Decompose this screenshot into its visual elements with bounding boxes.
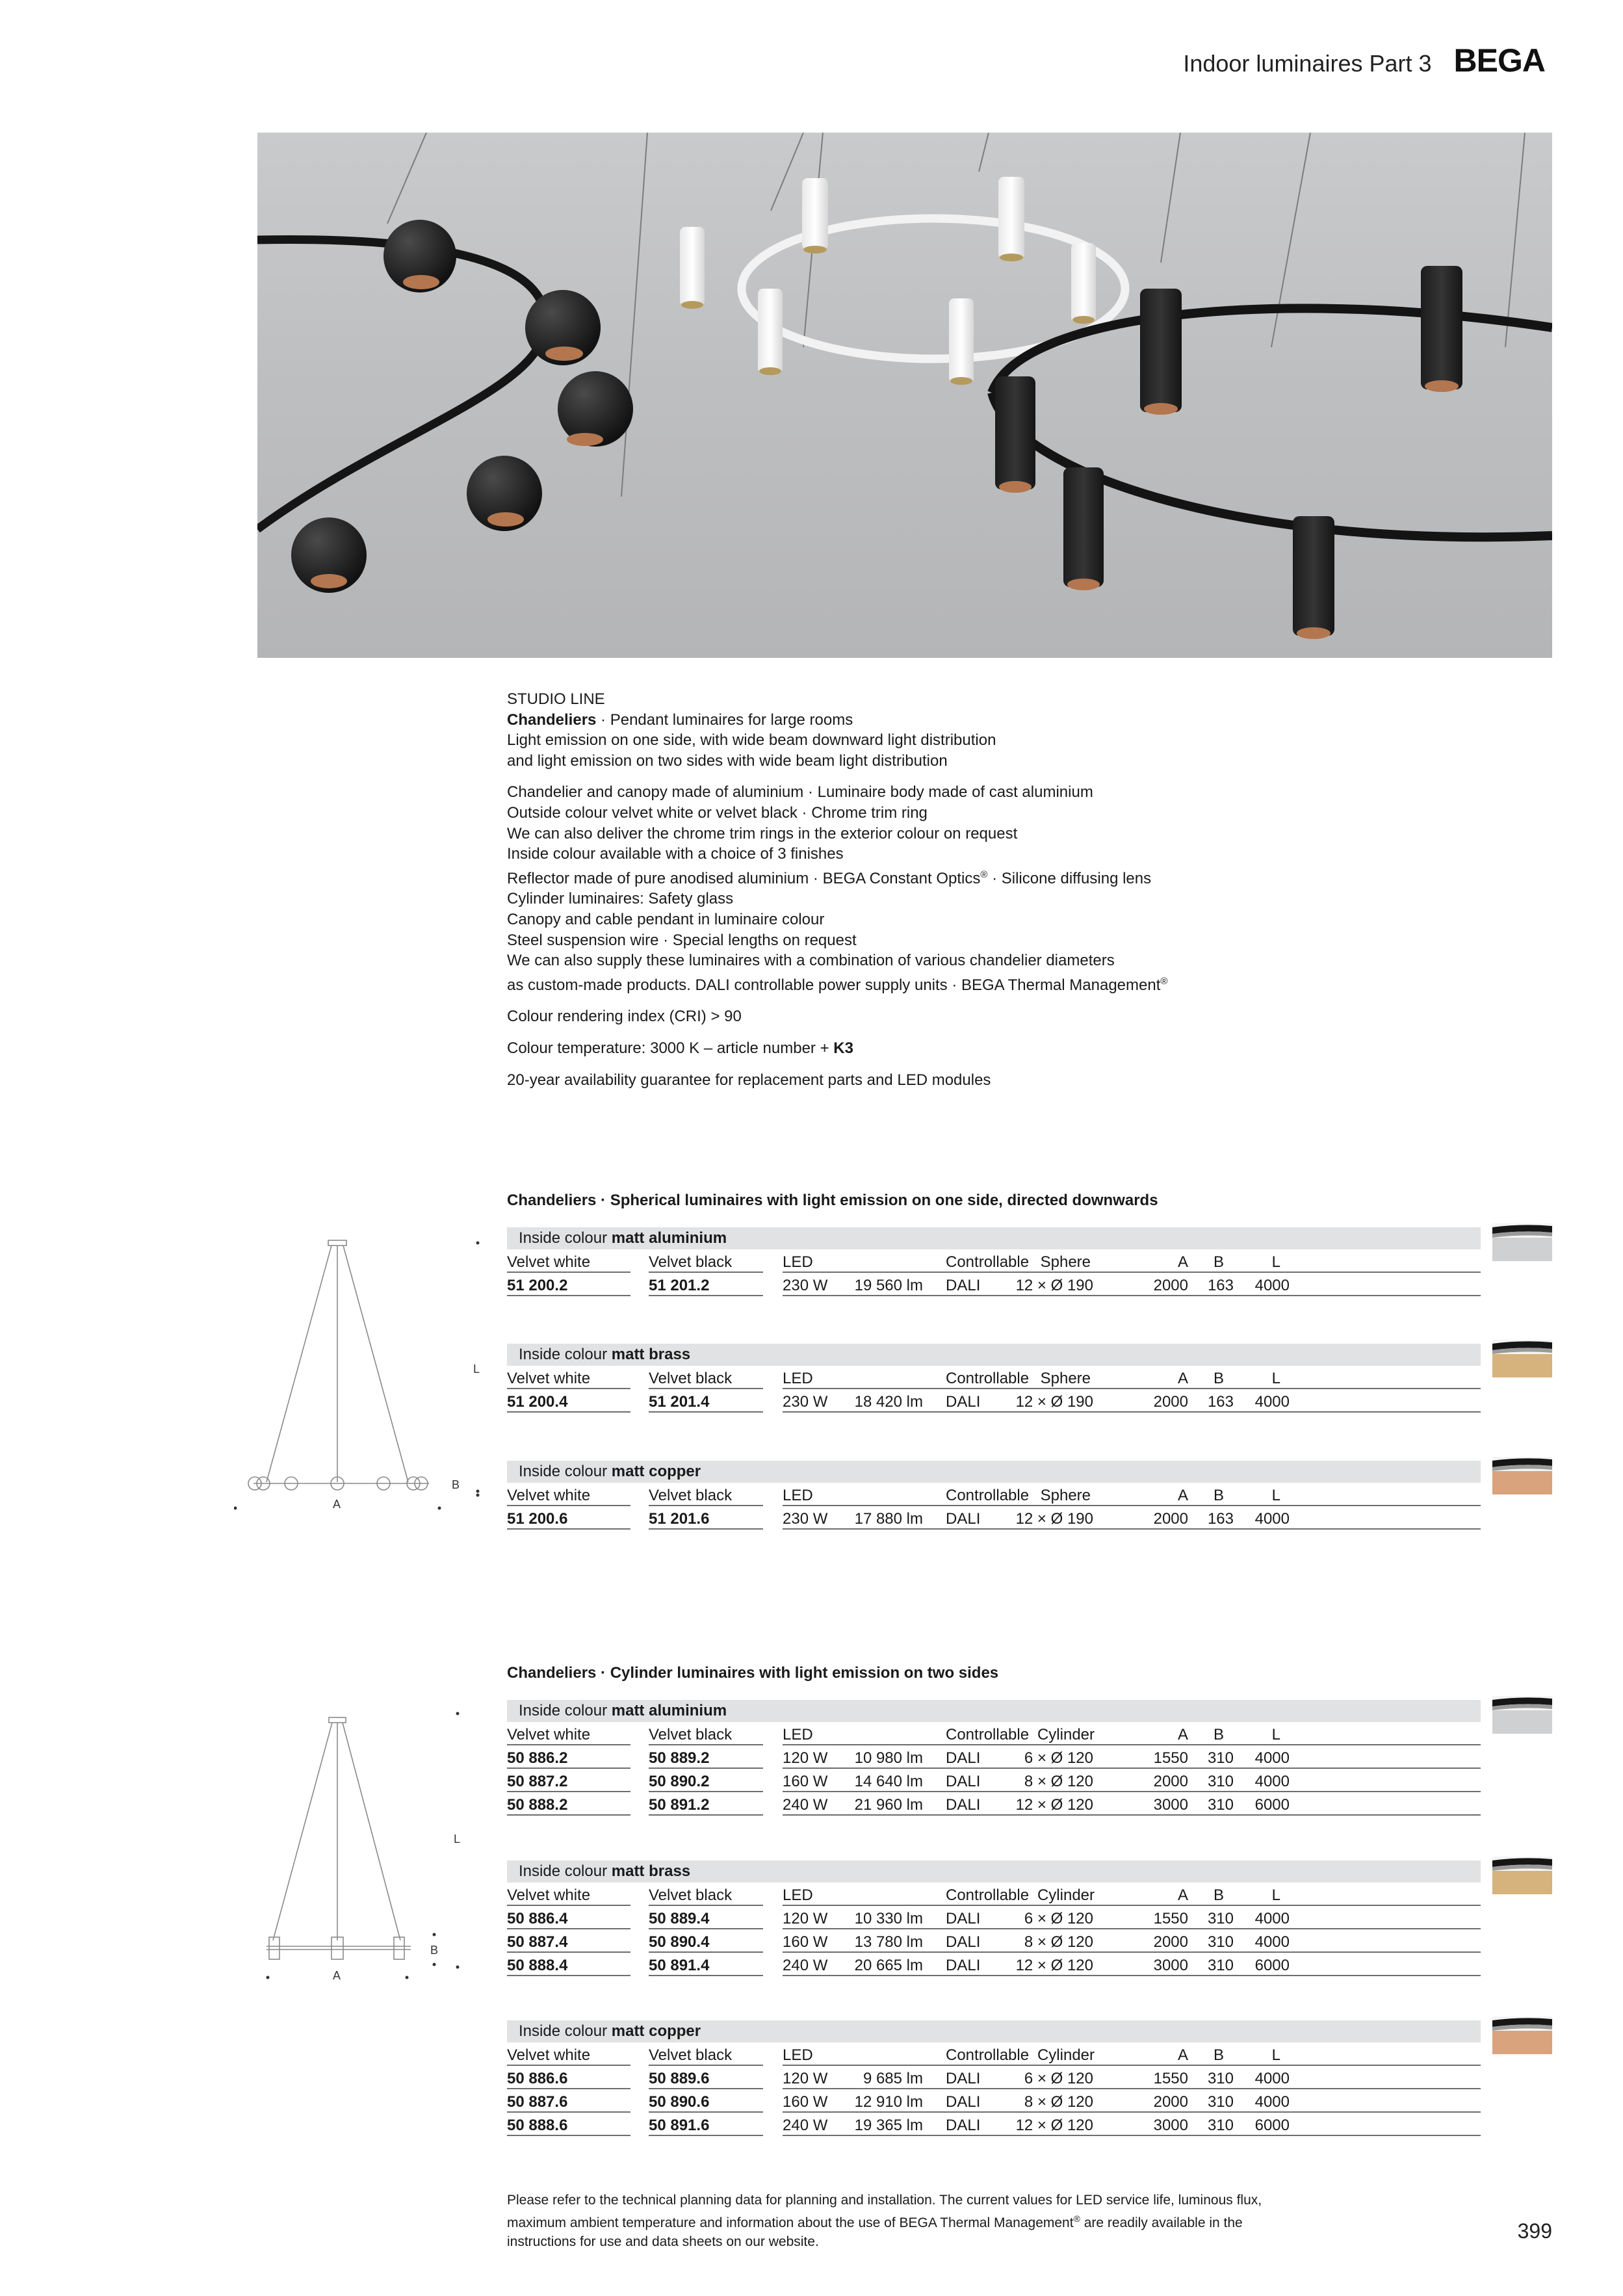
luminaire-size: 8 × Ø 120 (1024, 2093, 1093, 2111)
dimension-b: 310 (1207, 1796, 1234, 1814)
dimension-a: 2000 (1153, 1773, 1188, 1790)
article-velvet-black: 50 889.6 (649, 2070, 710, 2087)
dimension-l: 4000 (1254, 1277, 1290, 1294)
dimension-l: 4000 (1254, 1910, 1290, 1927)
row-rule (507, 1295, 630, 1296)
dimension-b: 310 (1207, 1749, 1234, 1767)
table-row (507, 2066, 1481, 2089)
table-row (507, 1769, 1481, 1792)
finish-table-matt-aluminium (507, 1700, 1481, 1816)
luminous-flux: 13 780 lm (854, 1933, 923, 1951)
finish-band: Inside colour matt aluminium (507, 1227, 1481, 1249)
finish-table-matt-aluminium (507, 1227, 1481, 1296)
row-rule (507, 1975, 630, 1976)
col-header-velvet-white: Velvet white (507, 1253, 591, 1271)
col-header-velvet-white: Velvet white (507, 1726, 591, 1743)
col-header-controllable: Controllable (946, 1886, 1030, 1904)
controllable: DALI (946, 1749, 981, 1767)
finish-table-matt-copper (507, 2020, 1481, 2136)
luminous-flux: 19 560 lm (854, 1277, 923, 1294)
table-row (507, 1792, 1481, 1816)
luminous-flux: 18 420 lm (854, 1393, 923, 1411)
row-rule (783, 1528, 1481, 1530)
luminous-flux: 9 685 lm (863, 2070, 923, 2087)
article-velvet-white: 50 887.6 (507, 2093, 568, 2111)
luminaire-size: 12 × Ø 190 (1015, 1393, 1093, 1411)
spec-line-thermal: as custom-made products. DALI controllable power supply units · BEGA Thermal Management® (507, 975, 1168, 994)
controllable: DALI (946, 1393, 981, 1411)
col-header-controllable: Controllable (946, 1370, 1030, 1387)
dimension-a: 1550 (1153, 2070, 1188, 2087)
finish-name: matt copper (611, 2022, 701, 2040)
finish-swatch (1492, 2016, 1552, 2054)
dimension-l: 4000 (1254, 1773, 1290, 1790)
table-header-row (507, 1249, 1481, 1273)
desc-line: Light emission on one side, with wide beam downward light distribution (507, 731, 996, 750)
dimension-a: 2000 (1153, 2093, 1188, 2111)
luminaire-size: 6 × Ø 120 (1024, 2070, 1093, 2087)
finish-table-matt-copper (507, 1461, 1481, 1530)
finish-name: matt aluminium (611, 1702, 727, 1719)
dimension-label-l: L (454, 1833, 461, 1846)
table-row (507, 2089, 1481, 2113)
luminous-flux: 10 980 lm (854, 1749, 923, 1767)
dimension-b: 310 (1207, 1910, 1234, 1927)
row-rule (507, 1814, 630, 1816)
col-header-a: A (1177, 2046, 1188, 2064)
finish-band: Inside colour matt copper (507, 1461, 1481, 1483)
luminous-flux: 10 330 lm (854, 1910, 923, 1927)
col-header-a: A (1177, 1726, 1188, 1743)
col-header-sphere: Sphere (1040, 1370, 1091, 1387)
dimension-l: 4000 (1254, 1393, 1290, 1411)
finish-band: Inside colour matt brass (507, 1860, 1481, 1883)
luminaire-size: 12 × Ø 190 (1015, 1277, 1093, 1294)
footnote: Please refer to the technical planning data for planning and installation. The current values for LED service life, luminous flux, maximum ambient temperature and information about the use of BEGA Thermal Management® are readily available in the instructions for use and data sheets on our website. (507, 2193, 1262, 2249)
dimension-label-l: L (473, 1363, 480, 1376)
colour-temperature-note: Colour temperature: 3000 K – article number + K3 (507, 1039, 853, 1057)
controllable: DALI (946, 1933, 981, 1951)
dimension-a: 3000 (1153, 1957, 1188, 1974)
row-rule (649, 1411, 763, 1413)
table-header-row (507, 1483, 1481, 1506)
dimension-a: 1550 (1153, 1910, 1188, 1927)
col-header-b: B (1213, 1370, 1224, 1387)
table-header-row (507, 1883, 1481, 1906)
dimension-l: 4000 (1254, 1933, 1290, 1951)
col-header-l: L (1271, 2046, 1280, 2064)
dimension-a: 3000 (1153, 2117, 1188, 2134)
led-wattage: 120 W (783, 2070, 828, 2087)
luminaire-size: 8 × Ø 120 (1024, 1933, 1093, 1951)
table-row (507, 1389, 1481, 1413)
article-velvet-black: 50 890.6 (649, 2093, 710, 2111)
finish-swatch (1492, 1457, 1552, 1494)
article-velvet-black: 50 890.2 (649, 1773, 710, 1790)
led-wattage: 160 W (783, 2093, 828, 2111)
article-velvet-black: 50 891.6 (649, 2117, 710, 2134)
table-row (507, 1273, 1481, 1296)
row-rule (649, 1295, 763, 1296)
col-header-a: A (1177, 1487, 1188, 1504)
article-velvet-white: 51 200.2 (507, 1277, 568, 1294)
col-header-velvet-white: Velvet white (507, 1886, 591, 1904)
dimension-label-a: A (333, 1498, 341, 1511)
col-header-l: L (1271, 1886, 1280, 1904)
article-velvet-black: 50 890.4 (649, 1933, 710, 1951)
article-velvet-white: 50 886.2 (507, 1749, 568, 1767)
luminaire-size: 12 × Ø 120 (1015, 2117, 1093, 2134)
controllable: DALI (946, 1957, 981, 1974)
led-wattage: 160 W (783, 1773, 828, 1790)
article-velvet-white: 50 888.6 (507, 2117, 568, 2134)
controllable: DALI (946, 1796, 981, 1814)
section-title-spherical: Chandeliers · Spherical luminaires with light emission on one side, directed downwards (507, 1192, 1158, 1209)
spec-line: Outside colour velvet white or velvet black · Chrome trim ring (507, 803, 928, 822)
dimension-l: 4000 (1254, 2070, 1290, 2087)
controllable: DALI (946, 1773, 981, 1790)
brand-logo: BEGA (1453, 42, 1545, 79)
article-velvet-white: 50 887.2 (507, 1773, 568, 1790)
table-row (507, 2113, 1481, 2136)
finish-swatch (1492, 1340, 1552, 1377)
col-header-cylinder: Cylinder (1037, 1886, 1095, 1904)
finish-swatch (1492, 1696, 1552, 1734)
series-name: STUDIO LINE (507, 690, 605, 708)
luminaire-size: 12 × Ø 120 (1015, 1957, 1093, 1974)
controllable: DALI (946, 2117, 981, 2134)
col-header-a: A (1177, 1370, 1188, 1387)
article-velvet-black: 50 889.4 (649, 1910, 710, 1927)
col-header-led: LED (783, 1253, 813, 1271)
dimension-b: 310 (1207, 2070, 1234, 2087)
article-velvet-white: 50 888.2 (507, 1796, 568, 1814)
dimension-label-a: A (333, 1969, 341, 1982)
col-header-velvet-black: Velvet black (649, 2046, 733, 2064)
luminaire-size: 8 × Ø 120 (1024, 1773, 1093, 1790)
col-header-sphere: Sphere (1040, 1487, 1091, 1504)
finish-name: matt aluminium (611, 1229, 727, 1247)
col-header-controllable: Controllable (946, 2046, 1030, 2064)
spec-line: Inside colour available with a choice of 3 finishes (507, 845, 844, 863)
dimension-a: 3000 (1153, 1796, 1188, 1814)
col-header-controllable: Controllable (946, 1487, 1030, 1504)
led-wattage: 230 W (783, 1393, 828, 1411)
row-rule (649, 1528, 763, 1530)
finish-name: matt brass (611, 1346, 691, 1363)
col-header-velvet-black: Velvet black (649, 1487, 733, 1504)
article-velvet-white: 50 886.6 (507, 2070, 568, 2087)
article-velvet-white: 51 200.4 (507, 1393, 568, 1411)
page-number: 399 (1517, 2219, 1552, 2243)
cri-note: Colour rendering index (CRI) > 90 (507, 1008, 742, 1026)
guarantee-note: 20-year availability guarantee for replacement parts and LED modules (507, 1071, 991, 1089)
table-row (507, 1745, 1481, 1769)
luminous-flux: 19 365 lm (854, 2117, 923, 2134)
finish-band: Inside colour matt aluminium (507, 1700, 1481, 1722)
article-velvet-black: 51 201.2 (649, 1277, 710, 1294)
luminous-flux: 14 640 lm (854, 1773, 923, 1790)
spec-line: Canopy and cable pendant in luminaire colour (507, 910, 825, 928)
dimension-l: 6000 (1254, 2117, 1290, 2134)
table-header-row (507, 2042, 1481, 2066)
col-header-controllable: Controllable (946, 1726, 1030, 1743)
dimension-a: 2000 (1153, 1933, 1188, 1951)
dimension-label-b: B (430, 1944, 439, 1957)
table-header-row (507, 1366, 1481, 1389)
row-rule (649, 1975, 763, 1976)
dimension-b: 310 (1207, 1957, 1234, 1974)
controllable: DALI (946, 2070, 981, 2087)
controllable: DALI (946, 1510, 981, 1528)
controllable: DALI (946, 1910, 981, 1927)
section-title-cylinder: Chandeliers · Cylinder luminaires with light emission on two sides (507, 1664, 999, 1682)
col-header-led: LED (783, 1726, 813, 1743)
table-header-row (507, 1722, 1481, 1745)
dimension-label-b: B (452, 1478, 460, 1491)
col-header-velvet-white: Velvet white (507, 1370, 591, 1387)
led-wattage: 230 W (783, 1510, 828, 1528)
dimension-b: 163 (1207, 1510, 1234, 1528)
row-rule (649, 1814, 763, 1816)
luminaire-size: 6 × Ø 120 (1024, 1910, 1093, 1927)
row-rule (783, 2135, 1481, 2136)
spec-line: Chandelier and canopy made of aluminium · Luminaire body made of cast aluminium (507, 783, 1093, 802)
finish-name: matt brass (611, 1862, 691, 1880)
col-header-a: A (1177, 1886, 1188, 1904)
finish-band: Inside colour matt copper (507, 2020, 1481, 2042)
dimension-b: 310 (1207, 2093, 1234, 2111)
article-velvet-black: 50 891.2 (649, 1796, 710, 1814)
col-header-led: LED (783, 1487, 813, 1504)
dimension-drawing-spherical (234, 1235, 494, 1521)
row-rule (783, 1295, 1481, 1296)
hero-product-image (257, 133, 1552, 658)
dimension-a: 1550 (1153, 1749, 1188, 1767)
col-header-b: B (1213, 1886, 1224, 1904)
led-wattage: 240 W (783, 2117, 828, 2134)
table-row (507, 1953, 1481, 1976)
article-velvet-white: 50 887.4 (507, 1933, 568, 1951)
col-header-l: L (1271, 1487, 1280, 1504)
finish-swatch (1492, 1223, 1552, 1261)
article-velvet-black: 51 201.6 (649, 1510, 710, 1528)
controllable: DALI (946, 1277, 981, 1294)
led-wattage: 120 W (783, 1910, 828, 1927)
col-header-b: B (1213, 1253, 1224, 1271)
desc-line: and light emission on two sides with wide beam light distribution (507, 751, 948, 770)
col-header-l: L (1271, 1253, 1280, 1271)
luminaire-size: 6 × Ø 120 (1024, 1749, 1093, 1767)
controllable: DALI (946, 2093, 981, 2111)
col-header-velvet-white: Velvet white (507, 2046, 591, 2064)
spec-line: We can also supply these luminaires with a combination of various chandelier diameters (507, 952, 1115, 970)
spec-line: We can also deliver the chrome trim rings in the exterior colour on request (507, 824, 1018, 842)
led-wattage: 230 W (783, 1277, 828, 1294)
dimension-a: 2000 (1153, 1277, 1188, 1294)
col-header-b: B (1213, 2046, 1224, 2064)
col-header-velvet-black: Velvet black (649, 1370, 733, 1387)
finish-name: matt copper (611, 1463, 701, 1480)
article-velvet-white: 50 886.4 (507, 1910, 568, 1927)
luminous-flux: 12 910 lm (854, 2093, 923, 2111)
dimension-l: 6000 (1254, 1957, 1290, 1974)
row-rule (783, 1411, 1481, 1413)
col-header-b: B (1213, 1487, 1224, 1504)
product-description (507, 689, 1319, 1090)
col-header-b: B (1213, 1726, 1224, 1743)
table-row (507, 1929, 1481, 1953)
dimension-drawing-cylinder (234, 1710, 494, 1996)
dimension-b: 163 (1207, 1393, 1234, 1411)
dimension-b: 163 (1207, 1277, 1234, 1294)
luminaire-size: 12 × Ø 120 (1015, 1796, 1093, 1814)
col-header-velvet-white: Velvet white (507, 1487, 591, 1504)
col-header-a: A (1177, 1253, 1188, 1271)
article-velvet-black: 50 889.2 (649, 1749, 710, 1767)
dimension-b: 310 (1207, 2117, 1234, 2134)
col-header-cylinder: Cylinder (1037, 1726, 1095, 1743)
dimension-a: 2000 (1153, 1393, 1188, 1411)
led-wattage: 120 W (783, 1749, 828, 1767)
col-header-velvet-black: Velvet black (649, 1726, 733, 1743)
col-header-controllable: Controllable (946, 1253, 1030, 1271)
row-rule (783, 1814, 1481, 1816)
col-header-velvet-black: Velvet black (649, 1253, 733, 1271)
luminous-flux: 17 880 lm (854, 1510, 923, 1528)
row-rule (783, 1975, 1481, 1976)
row-rule (507, 1411, 630, 1413)
col-header-sphere: Sphere (1040, 1253, 1091, 1271)
col-header-cylinder: Cylinder (1037, 2046, 1095, 2064)
finish-table-matt-brass (507, 1860, 1481, 1976)
dimension-l: 4000 (1254, 1749, 1290, 1767)
product-line: Chandeliers · Pendant luminaires for large rooms (507, 711, 853, 729)
spec-line: Steel suspension wire · Special lengths on request (507, 931, 857, 949)
row-rule (507, 1528, 630, 1530)
col-header-led: LED (783, 1886, 813, 1904)
finish-swatch (1492, 1857, 1552, 1894)
finish-table-matt-brass (507, 1344, 1481, 1413)
dimension-l: 6000 (1254, 1796, 1290, 1814)
dimension-a: 2000 (1153, 1510, 1188, 1528)
col-header-l: L (1271, 1726, 1280, 1743)
spec-list (507, 782, 1319, 995)
luminous-flux: 21 960 lm (854, 1796, 923, 1814)
row-rule (649, 2135, 763, 2136)
col-header-l: L (1271, 1370, 1280, 1387)
luminaire-size: 12 × Ø 190 (1015, 1510, 1093, 1528)
dimension-b: 310 (1207, 1773, 1234, 1790)
article-velvet-white: 50 888.4 (507, 1957, 568, 1974)
row-rule (507, 2135, 630, 2136)
luminous-flux: 20 665 lm (854, 1957, 923, 1974)
led-wattage: 160 W (783, 1933, 828, 1951)
article-velvet-black: 51 201.4 (649, 1393, 710, 1411)
article-velvet-black: 50 891.4 (649, 1957, 710, 1974)
page-header (1183, 42, 1545, 79)
dimension-l: 4000 (1254, 1510, 1290, 1528)
led-wattage: 240 W (783, 1796, 828, 1814)
col-header-led: LED (783, 1370, 813, 1387)
col-header-led: LED (783, 2046, 813, 2064)
article-velvet-white: 51 200.6 (507, 1510, 568, 1528)
dimension-l: 4000 (1254, 2093, 1290, 2111)
table-row (507, 1906, 1481, 1929)
table-row (507, 1506, 1481, 1530)
catalog-part-title: Indoor luminaires Part 3 (1183, 50, 1432, 77)
dimension-b: 310 (1207, 1933, 1234, 1951)
spec-line: Cylinder luminaires: Safety glass (507, 890, 734, 908)
col-header-velvet-black: Velvet black (649, 1886, 733, 1904)
led-wattage: 240 W (783, 1957, 828, 1974)
spec-line-reflector: Reflector made of pure anodised aluminium · BEGA Constant Optics® · Silicone diffusing lens (507, 868, 1152, 887)
finish-band: Inside colour matt brass (507, 1344, 1481, 1366)
